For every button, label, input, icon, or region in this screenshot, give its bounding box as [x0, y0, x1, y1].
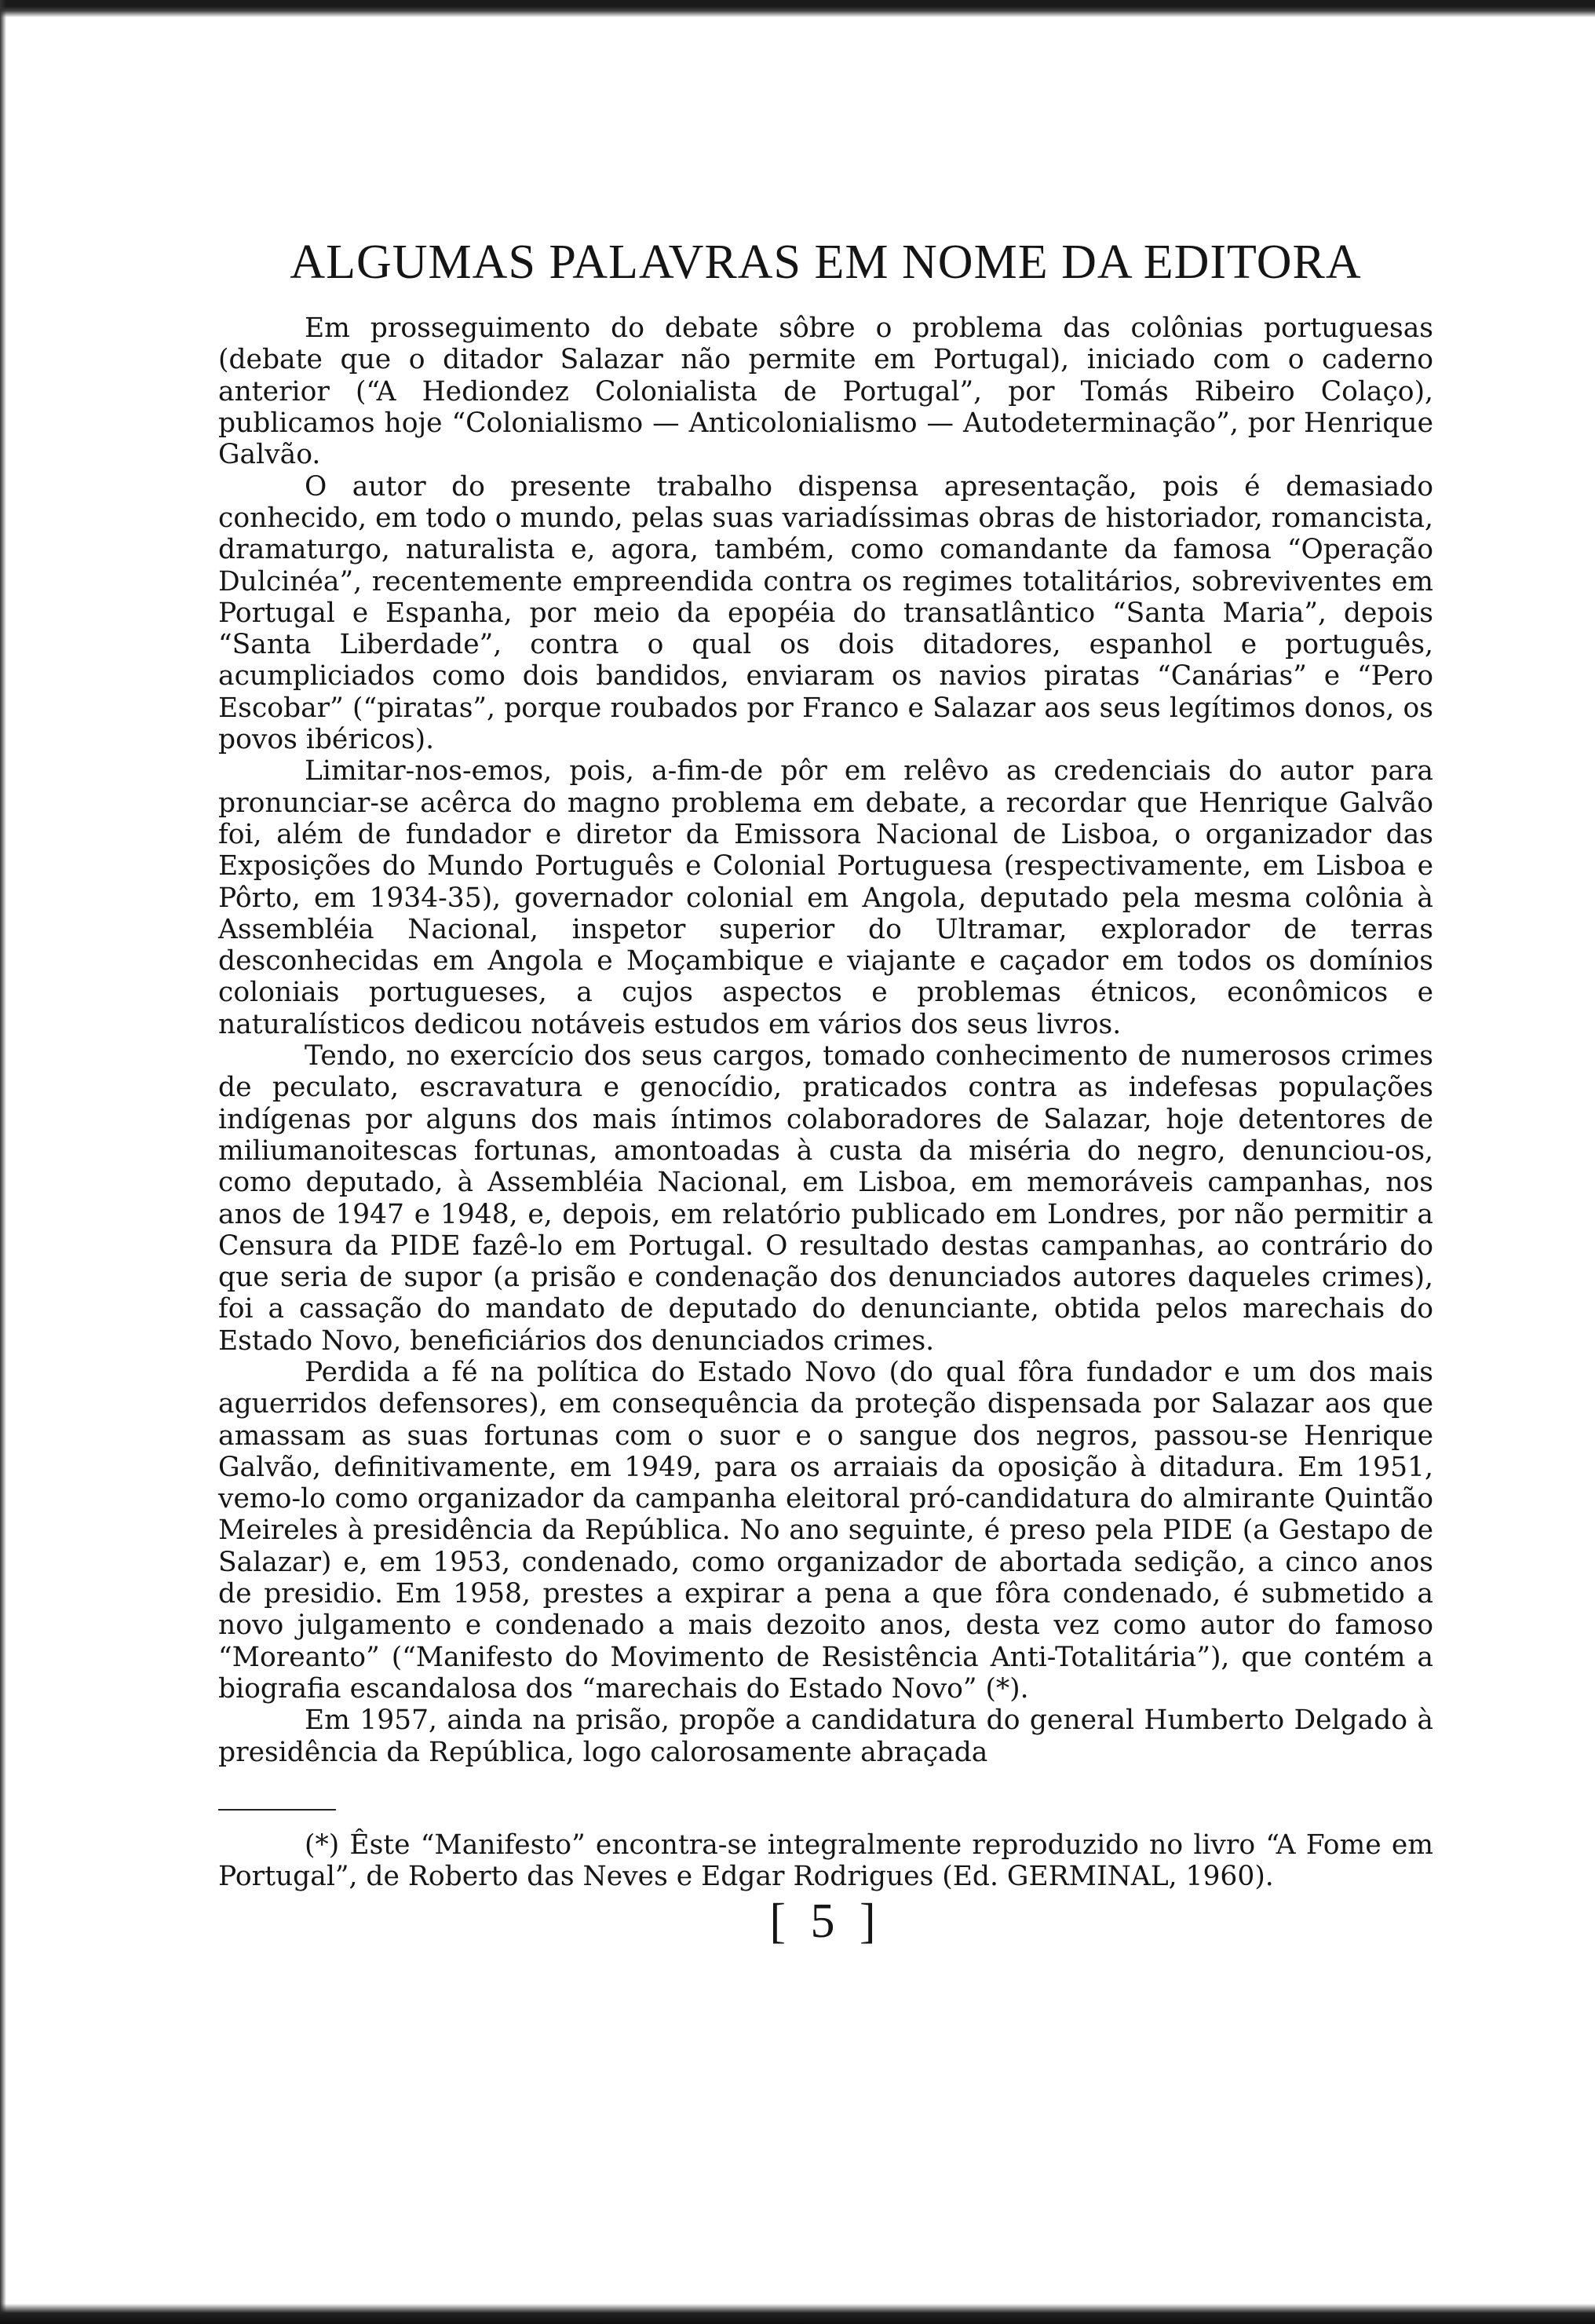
body-text — [218, 312, 1433, 1768]
paragraph-1: Em prosseguimento do debate sôbre o problema das colônias portuguesas (debate que o ditador Salazar não permite em Portugal), iniciado com o caderno anterior (“A Hediondez Colonialista de Portugal”, por Tomás Ribeiro Colaço), publicamos hoje “Colonialismo — Anticolonialismo — Autodeterminação”, por Henrique Galvão. — [218, 312, 1433, 471]
paragraph-3: Limitar-nos-emos, pois, a-fim-de pôr em relêvo as credenciais do autor para pronunciar-se acêrca do magno problema em debate, a recordar que Henrique Galvão foi, além de fundador e diretor da Emissora Nacional de Lisboa, o organizador das Exposições do Mundo Português e Colonial Portuguesa (respectivamente, em Lisboa e Pôrto, em 1934-35), governador colonial em Angola, deputado pela mesma colônia à Assembléia Nacional, inspetor superior do Ultramar, explorador de terras desconhecidas em Angola e Moçambique e viajante e caçador em todos os domínios coloniais portugueses, a cujos aspectos e problemas étnicos, econômicos e naturalísticos dedicou notáveis estudos em vários dos seus livros. — [218, 755, 1433, 1040]
paragraph-6: Em 1957, ainda na prisão, propõe a candidatura do general Humberto Delgado à presidência da República, logo calorosamente abraçada — [218, 1705, 1433, 1768]
footnote: (*) Êste “Manifesto” encontra-se integralmente reproduzido no livro “A Fome em Portugal”, de Roberto das Neves e Edgar Rodrigues (Ed. GERMINAL, 1960). — [218, 1829, 1433, 1893]
scan-edge-bottom — [0, 2304, 1595, 2324]
page-number: [ 5 ] — [769, 1895, 882, 1949]
page-title: ALGUMAS PALAVRAS EM NOME DA EDITORA — [290, 236, 1362, 289]
scan-edge-top — [0, 0, 1595, 17]
footnote-divider — [218, 1809, 336, 1811]
scan-edge-left — [0, 0, 6, 2324]
paragraph-4: Tendo, no exercício dos seus cargos, tomado conhecimento de numerosos crimes de peculato, escravatura e genocídio, praticados contra as indefesas populações indígenas por alguns dos mais íntimos colaboradores de Salazar, hoje detentores de miliumanoitescas fortunas, amontoadas à custa da miséria do negro, denunciou-os, como deputado, à Assembléia Nacional, em Lisboa, em memoráveis campanhas, nos anos de 1947 e 1948, e, depois, em relatório publicado em Londres, por não permitir a Censura da PIDE fazê-lo em Portugal. O resultado destas campanhas, ao contrário do que seria de supor (a prisão e condenação dos denunciados autores daqueles crimes), foi a cassação do mandato de deputado do denunciante, obtida pelos marechais do Estado Novo, beneficiários dos denunciados crimes. — [218, 1040, 1433, 1357]
paragraph-5: Perdida a fé na política do Estado Novo (do qual fôra fundador e um dos mais aguerridos defensores), em consequência da proteção dispensada por Salazar aos que amassam as suas fortunas com o suor e o sangue dos negros, passou-se Henrique Galvão, definitivamente, em 1949, para os arraiais da oposição à ditadura. Em 1951, vemo-lo como organizador da campanha eleitoral pró-candidatura do almirante Quintão Meireles à presidência da República. No ano seguinte, é preso pela PIDE (a Gestapo de Salazar) e, em 1953, condenado, como organizador de abortada sedição, a cinco anos de presidio. Em 1958, prestes a expirar a pena a que fôra condenado, é submetido a novo julgamento e condenado a mais dezoito anos, desta vez como autor do famoso “Moreanto” (“Manifesto do Movimento de Resistência Anti-Totalitária”), que contém a biografia escandalosa dos “marechais do Estado Novo” (*). — [218, 1356, 1433, 1705]
document-page — [218, 236, 1433, 1949]
paragraph-2: O autor do presente trabalho dispensa apresentação, pois é demasiado conhecido, em todo o mundo, pelas suas variadíssimas obras de historiador, romancista, dramaturgo, naturalista e, agora, também, como comandante da famosa “Operação Dulcinéa”, recentemente empreendida contra os regimes totalitários, sobreviventes em Portugal e Espanha, por meio da epopéia do transatlântico “Santa Maria”, depois “Santa Liberdade”, contra o qual os dois ditadores, espanhol e português, acumpliciados como dois bandidos, enviaram os navios piratas “Canárias” e “Pero Escobar” (“piratas”, porque roubados por Franco e Salazar aos seus legítimos donos, os povos ibéricos). — [218, 470, 1433, 756]
